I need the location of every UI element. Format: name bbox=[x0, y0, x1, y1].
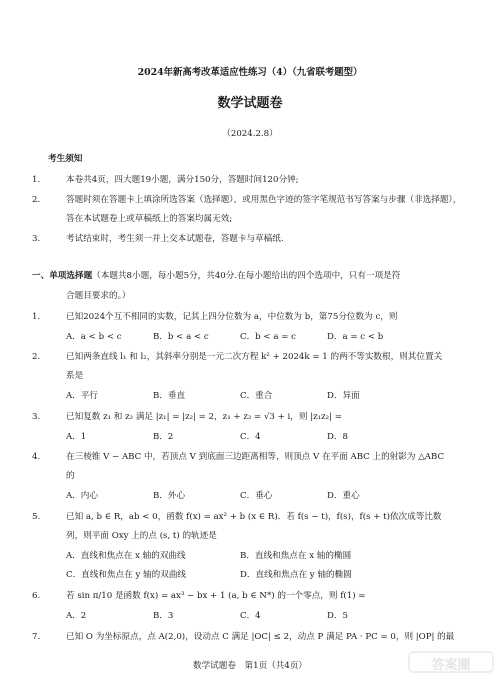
option-d: D．异面 bbox=[327, 391, 360, 401]
option-c: C．直线和焦点在 y 轴的双曲线 bbox=[66, 570, 187, 580]
option-c: C．4 bbox=[240, 611, 261, 621]
watermark-text: 答案圈 bbox=[431, 658, 471, 673]
option-d: D．a = c < b bbox=[327, 332, 384, 342]
question-text: 已知 O 为坐标原点，点 A(2,0)，设动点 C 满足 |OC| ≤ 2，动点 P 满足 PA · PC = 0，则 |OP| 的最 bbox=[66, 632, 455, 642]
option-b: B．3 bbox=[153, 611, 174, 621]
option-c: C．重合 bbox=[240, 391, 273, 401]
section-desc-2: 合题目要求的。） bbox=[66, 291, 131, 301]
option-c: C．4 bbox=[240, 432, 261, 442]
question-num: 6. bbox=[32, 591, 41, 601]
option-a: A．平行 bbox=[66, 391, 98, 401]
question-num: 7. bbox=[32, 632, 41, 642]
question-text: 若 sin π/10 是函数 f(x) = ax³ − bx + 1 (a, b ∈ N*) 的一个零点，则 f(1) = bbox=[66, 591, 366, 601]
section-line-1 bbox=[32, 270, 400, 282]
question-text: 的 bbox=[66, 471, 75, 481]
question-text: 在三棱锥 V − ABC 中，若顶点 V 到底面三边距离相等，则顶点 V 在平面 ABC 上的射影为 △ABC bbox=[66, 452, 445, 462]
question-num: 3. bbox=[32, 412, 41, 422]
option-b: B．垂直 bbox=[153, 391, 186, 401]
question-text: 已知两条直线 l₁ 和 l₂，其斜率分别是一元二次方程 k² + 2024k = 1 的两不等实数根，则其位置关 bbox=[66, 352, 443, 362]
notice-line: 答在本试题卷上或草稿纸上的答案均属无效; bbox=[66, 214, 233, 224]
question-text: 系是 bbox=[66, 371, 84, 381]
page-footer: 数学试题卷 第1页（共4页） bbox=[192, 661, 308, 671]
option-a: A．1 bbox=[66, 432, 87, 442]
option-d: D．重心 bbox=[327, 491, 360, 501]
notice-line: 本卷共4页，四大题19小题，满分150分，答题时间120分钟; bbox=[66, 175, 299, 185]
option-d: D．直线和焦点在 y 轴的椭圆 bbox=[240, 570, 352, 580]
option-a: A．a < b < c bbox=[66, 332, 122, 342]
notice-num: 2. bbox=[32, 195, 41, 205]
section-desc: （本题共8小题，每小题5分，共40分.在每小题给出的四个选项中，只有一项是符 bbox=[92, 271, 401, 281]
question-text: 已知 a, b ∈ R，ab < 0，函数 f(x) = ax² + b (x ∈ R)．若 f(s − t)，f(s)，f(s + t)依次成等比数 bbox=[66, 512, 442, 522]
option-b: B．直线和焦点在 x 轴的椭圆 bbox=[240, 551, 352, 561]
question-text: 列，则平面 Oxy 上的点 (s, t) 的轨迹是 bbox=[66, 531, 217, 541]
question-num: 1. bbox=[32, 312, 41, 322]
option-a: A．内心 bbox=[66, 491, 98, 501]
notice-line: 考试结束时，考生须一并上交本试题卷，答题卡与草稿纸. bbox=[66, 234, 284, 244]
question-num: 2. bbox=[32, 352, 41, 362]
subject-title: 数学试题卷 bbox=[217, 96, 283, 111]
option-c: C．b < a = c bbox=[240, 332, 296, 342]
option-b: B．b < a < c bbox=[153, 332, 209, 342]
notice-line: 答题时须在答题卡上填涂所选答案（选择题），或用黑色字迹的签字笔规范书写答案与步骤（非选择题）， bbox=[66, 195, 462, 205]
option-b: B．外心 bbox=[153, 491, 186, 501]
notice-num: 3. bbox=[32, 234, 41, 244]
exam-date: （2024.2.8） bbox=[222, 129, 278, 139]
notice-num: 1. bbox=[32, 175, 41, 185]
section-heading: 一、单项选择题 bbox=[32, 271, 93, 281]
series-title: 2024年新高考改革适应性练习（4）（九省联考题型） bbox=[137, 67, 363, 78]
question-text: 已知复数 z₁ 和 z₂ 满足 |z₁| = |z₂| = 2，z₁ + z₂ = √3 + i，则 |z₁z₂| = bbox=[66, 412, 342, 422]
question-num: 5. bbox=[32, 512, 41, 522]
question-num: 4. bbox=[32, 452, 41, 462]
option-b: B．2 bbox=[153, 432, 174, 442]
option-a: A．2 bbox=[66, 611, 87, 621]
notice-heading: 考生须知 bbox=[48, 154, 83, 164]
option-d: D．5 bbox=[327, 611, 348, 621]
option-d: D．8 bbox=[327, 432, 348, 442]
question-text: 已知2024个互不相同的实数，记其上四分位数为 a，中位数为 b，第75分位数为 c，则 bbox=[66, 312, 398, 322]
watermark-logo bbox=[408, 649, 494, 675]
option-c: C．垂心 bbox=[240, 491, 273, 501]
option-a: A．直线和焦点在 x 轴的双曲线 bbox=[66, 551, 186, 561]
